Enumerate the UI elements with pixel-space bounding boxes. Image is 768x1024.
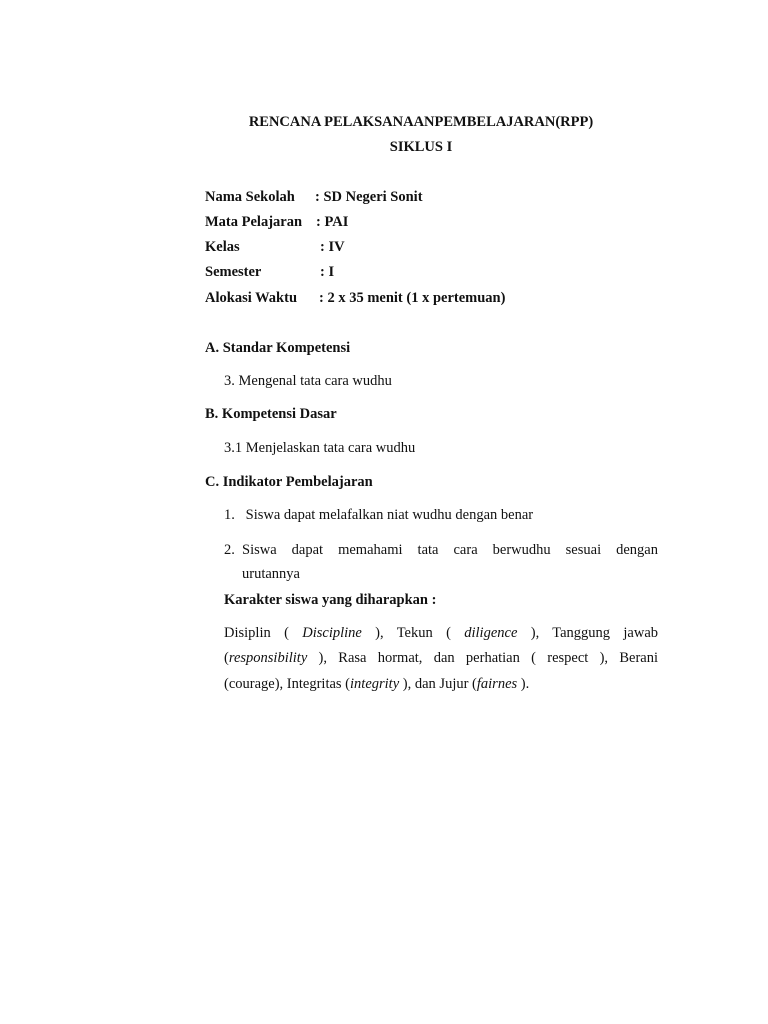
indicator-item	[224, 507, 533, 524]
section-a-item: 3. Mengenal tata cara wudhu	[224, 373, 392, 389]
section-b-heading: B. Kompetensi Dasar	[205, 406, 337, 422]
indicator-item	[224, 542, 242, 559]
karakter-term: integrity	[350, 676, 400, 692]
identity-row-class	[205, 239, 345, 256]
indicator-text: Siswa dapat melafalkan niat wudhu dengan benar	[245, 507, 534, 523]
indicator-number: 2.	[224, 542, 235, 558]
identity-row-school	[205, 189, 423, 206]
identity-value: : 2 x 35 menit (1 x pertemuan)	[319, 290, 506, 306]
document-subtitle: SIKLUS I	[389, 139, 453, 155]
identity-label: Mata Pelajaran	[205, 214, 303, 230]
karakter-text: (courage), Integritas (	[224, 676, 351, 692]
karakter-term: fairnes	[476, 676, 518, 692]
section-b-item: 3.1 Menjelaskan tata cara wudhu	[224, 440, 416, 456]
identity-label: Semester	[205, 264, 262, 280]
karakter-text: (	[224, 650, 229, 666]
karakter-term: diligence	[464, 625, 518, 641]
identity-label: Nama Sekolah	[205, 189, 295, 205]
identity-value: : PAI	[316, 214, 349, 230]
karakter-line-3	[224, 676, 529, 693]
identity-label: Kelas	[205, 239, 240, 255]
identity-value: : IV	[320, 239, 345, 255]
indicator-text-line2: urutannya	[242, 566, 300, 582]
document-title: RENCANA PELAKSANAANPEMBELAJARAN(RPP)	[248, 114, 594, 130]
karakter-text: ), Tanggung jawab	[517, 625, 659, 641]
identity-row-time	[205, 290, 506, 307]
karakter-line-1	[224, 625, 658, 642]
karakter-text: ).	[517, 676, 530, 692]
indicator-text-line1: Siswa dapat memahami tata cara berwudhu sesuai dengan	[242, 542, 658, 558]
karakter-line-2	[224, 650, 658, 667]
identity-row-semester	[205, 264, 335, 281]
identity-value: : I	[320, 264, 335, 280]
karakter-heading: Karakter siswa yang diharapkan :	[224, 592, 437, 608]
section-c-heading: C. Indikator Pembelajaran	[205, 474, 373, 490]
identity-label: Alokasi Waktu	[205, 290, 298, 306]
indicator-number: 1.	[224, 507, 235, 523]
identity-row-subject	[205, 214, 349, 231]
karakter-text: ), Tekun (	[361, 625, 465, 641]
karakter-text: ), dan Jujur (	[399, 676, 477, 692]
karakter-term: Discipline	[302, 625, 362, 641]
karakter-text: ), Rasa hormat, dan perhatian ( respect ), Berani	[307, 650, 658, 666]
identity-value: : SD Negeri Sonit	[315, 189, 423, 205]
karakter-text: Disiplin (	[224, 625, 303, 641]
karakter-term: responsibility	[228, 650, 308, 666]
section-a-heading: A. Standar Kompetensi	[205, 340, 351, 356]
